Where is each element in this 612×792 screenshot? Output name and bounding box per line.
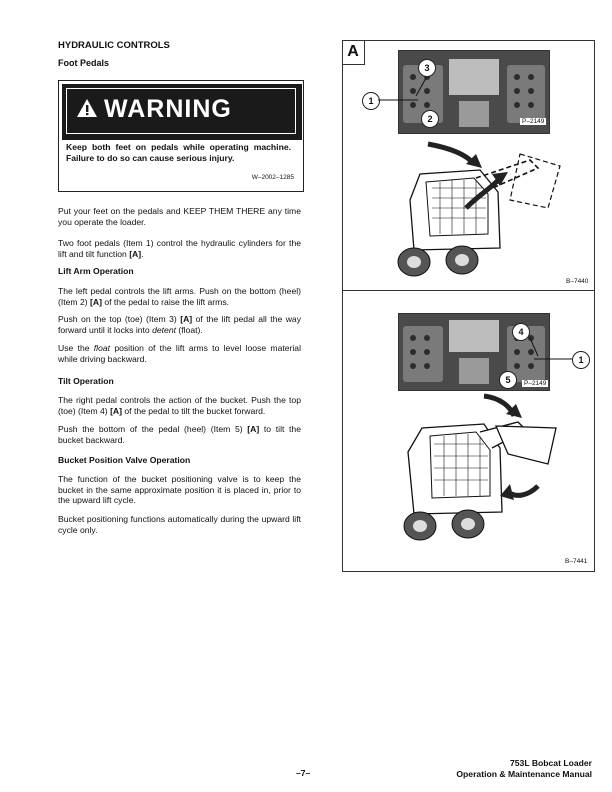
tilt-heading: Tilt Operation — [58, 376, 114, 386]
loader-drawing-raise — [370, 138, 585, 278]
warning-code: W–2002–1285 — [251, 174, 294, 181]
paragraph-feet: Put your feet on the pedals and KEEP THEM THERE any time you operate the loader. — [58, 206, 301, 227]
callout-leader-lines-top — [378, 78, 428, 118]
paragraph-float: Push on the top (toe) (Item 3) [A] of the lift pedal all the way forward until it locks into detent (float). — [58, 314, 302, 335]
paragraph-tilt-forward: The right pedal controls the action of the bucket. Push the top (toe) (Item 4) [A] of the pedal to tilt the bucket forward. — [58, 395, 301, 416]
lift-arm-heading: Lift Arm Operation — [58, 266, 134, 276]
warning-text: Keep both feet on pedals while operating machine. Failure to do so can cause serious injury. — [66, 142, 291, 163]
paragraph-lift: The left pedal controls the lift arms. Push on the bottom (heel) (Item 2) [A] of the pedal to raise the lift arms. — [58, 286, 301, 307]
photo1-code: P–2149 — [522, 118, 545, 125]
callout-1-top: 1 — [362, 92, 380, 110]
callout-2: 2 — [421, 110, 439, 128]
footer-manual-title: Operation & Maintenance Manual — [456, 769, 592, 779]
callout-leader-lines-bottom — [530, 338, 574, 368]
warning-triangle-icon — [76, 98, 98, 118]
paragraph-tilt-backward: Push the bottom of the pedal (heel) (Item 5) [A] to tilt the bucket backward. — [58, 424, 301, 445]
footer-model: 753L Bobcat Loader — [510, 758, 592, 768]
photo2-code: P–2149 — [524, 380, 547, 387]
paragraph-pedals: Two foot pedals (Item 1) control the hydraulic cylinders for the lift and tilt function [A]. — [58, 238, 301, 259]
callout-1-bottom: 1 — [572, 351, 590, 369]
callout-5: 5 — [499, 371, 517, 389]
paragraph-bucket-valve: The function of the bucket positioning valve is to keep the bucket in the same approximate position it is placed in, prior to the upward lift cycle. — [58, 474, 301, 505]
figure-divider — [342, 290, 595, 291]
paragraph-float-use: Use the float position of the lift arms to level loose material while driving backward. — [58, 343, 301, 364]
loader-drawing-tilt — [388, 392, 588, 552]
subsection-heading: Foot Pedals — [58, 58, 110, 68]
warning-title: WARNING — [104, 95, 232, 123]
page-number: –7– — [296, 768, 311, 778]
section-heading: HYDRAULIC CONTROLS — [58, 40, 170, 51]
callout-4: 4 — [512, 323, 530, 341]
figure-label: A — [342, 40, 365, 65]
drawing2-code: B–7441 — [565, 558, 588, 565]
drawing1-code: B–7440 — [566, 278, 589, 285]
callout-3: 3 — [418, 59, 436, 77]
paragraph-bucket-auto: Bucket positioning functions automatically during the upward lift cycle only. — [58, 514, 301, 535]
bucket-heading: Bucket Position Valve Operation — [58, 455, 191, 465]
